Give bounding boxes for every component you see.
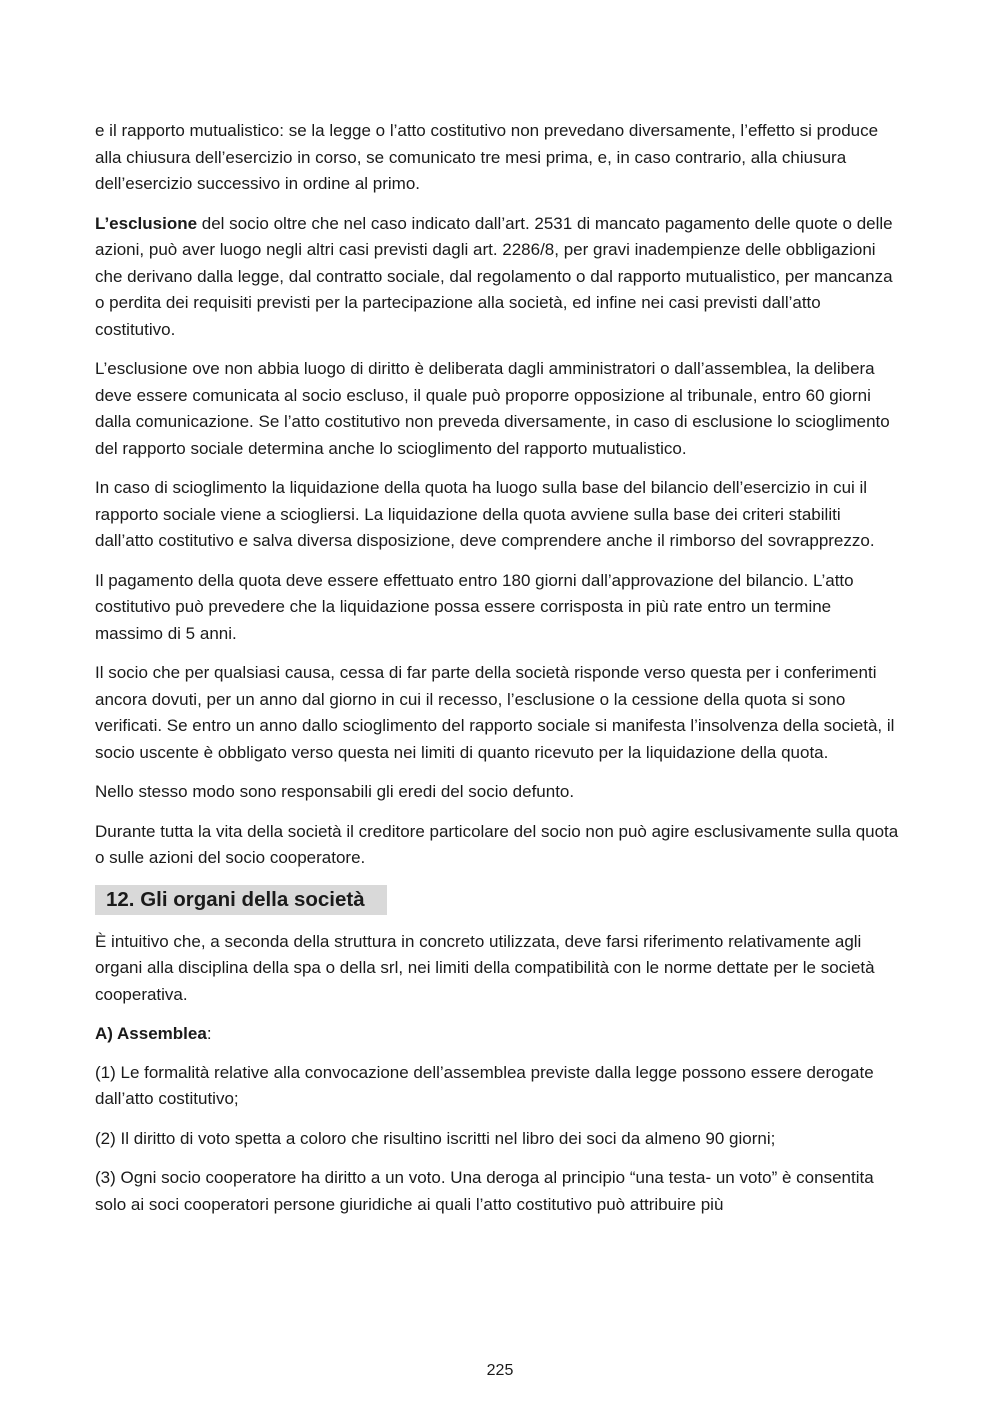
subheading-assemblea-label: A) Assemblea <box>95 1024 207 1043</box>
paragraph-esclusione-delibera: L’esclusione ove non abbia luogo di diritto è deliberata dagli amministratori o dall’assemblea, la delibera deve essere comunicata al socio escluso, il quale può proporre opposizione al tribunale, entro 60 giorni dalla comunicazione. Se l’atto costitutivo non preveda diversamente, in caso di esclusione lo scioglimento del rapporto sociale determina anche lo scioglimento del rapporto mutualistico. <box>95 359 890 458</box>
paragraph-creditore: Durante tutta la vita della società il creditore particolare del socio non può agire esclusivamente sulla quota o sulle azioni del socio cooperatore. <box>95 821 899 867</box>
paragraph-esclusione-text: del socio oltre che nel caso indicato dall’art. 2531 di mancato pagamento delle quote o delle azioni, può aver luogo negli altri casi previsti dagli art. 2286/8, per gravi inadempienze delle obbligazioni che derivano dalla legge, dal contratto sociale, dal regolamento o dal rapporto mutualistico, per mancanza o perdita dei requisiti previsti per la partecipazione alla società, ed infine nei casi previsti dall’atto costitutivo. <box>95 213 893 339</box>
paragraph-pagamento-quota: Il pagamento della quota deve essere effettuato entro 180 giorni dall’approvazione del bilancio. L’atto costitutivo può prevedere che la liquidazione possa essere corrisposta in più rate entro un termine massimo di 5 anni. <box>95 570 854 643</box>
paragraph-liquidazione: In caso di scioglimento la liquidazione della quota ha luogo sulla base del bilancio dell’esercizio in cui il rapporto sociale viene a sciogliersi. La liquidazione della quota avviene sulla base dei criteri stabiliti dall’atto costitutivo e salva diversa disposizione, deve comprendere anche il rimborso del sovrapprezzo. <box>95 478 875 550</box>
page-number: 225 <box>486 1362 514 1379</box>
paragraph-organi-intro: È intuitivo che, a seconda della struttura in concreto utilizzata, deve farsi riferimento relativamente agli organi alla disciplina della spa o della srl, nei limiti della compatibilità con le norme dettate per le società cooperativa. <box>95 931 875 1004</box>
section-heading-wrapper <box>95 885 903 915</box>
term-esclusione: L’esclusione <box>95 213 198 233</box>
list-item-convocazione: (1) Le formalità relative alla convocazione dell’assemblea previste dalla legge possono essere derogate dall’atto costitutivo; <box>95 1062 874 1108</box>
paragraph-eredi: Nello stesso modo sono responsabili gli eredi del socio defunto. <box>95 782 575 801</box>
list-item-diritto-voto: (2) Il diritto di voto spetta a coloro che risultino iscritti nel libro dei soci da almeno 90 giorni; <box>95 1128 776 1148</box>
paragraph-recesso-effetto: e il rapporto mutualistico: se la legge o l’atto costitutivo non prevedano diversamente, l’effetto si produce alla chiusura dell’esercizio in corso, se comunicato tre mesi prima, e, in caso contrario, alla chiusura dell’esercizio successivo in ordine al primo. <box>95 121 879 193</box>
document-body <box>95 118 903 1231</box>
subheading-assemblea <box>95 1021 903 1048</box>
paragraph-socio-uscente: Il socio che per qualsiasi causa, cessa di far parte della società risponde verso questa per i conferimenti ancora dovuti, per un anno dal giorno in cui il recesso, l’esclusione o la cessione della quota si sono verificati. Se entro un anno dallo scioglimento del rapporto sociale si manifesta l’insolvenza della società, il socio uscente è obbligato verso questa nei limiti di quanto ricevuto per la liquidazione della quota. <box>95 663 895 762</box>
list-item-voto-capitario: (3) Ogni socio cooperatore ha diritto a un voto. Una deroga al principio “una testa- un voto” è consentita solo ai soci cooperatori persone giuridiche ai quali l’atto costitutivo può attribuire più <box>95 1168 874 1214</box>
subheading-assemblea-colon: : <box>206 1024 212 1043</box>
section-heading: 12. Gli organi della società <box>95 885 387 915</box>
paragraph-esclusione <box>95 211 903 344</box>
